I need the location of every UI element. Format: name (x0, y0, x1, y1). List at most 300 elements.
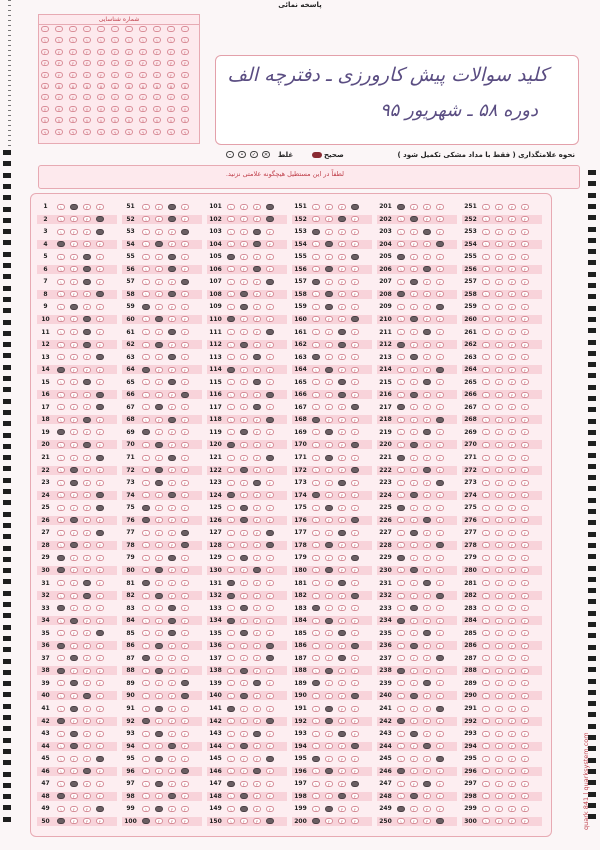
answer-bubble[interactable]: ۲ (155, 229, 163, 235)
answer-bubble[interactable]: ۳ (253, 204, 261, 210)
answer-bubble[interactable]: ۲ (495, 567, 503, 573)
id-digit-bubble[interactable]: ۸ (125, 117, 133, 123)
id-digit-bubble[interactable]: ۷ (69, 106, 77, 112)
answer-bubble[interactable]: ۴ (351, 655, 359, 661)
answer-bubble[interactable]: ۴ (96, 467, 104, 473)
answer-bubble[interactable]: ۲ (155, 530, 163, 536)
answer-bubble[interactable]: ۲ (495, 266, 503, 272)
answer-bubble[interactable]: ۴ (521, 768, 529, 774)
answer-bubble-filled[interactable] (253, 379, 261, 385)
answer-bubble[interactable]: ۳ (168, 580, 176, 586)
answer-bubble-filled[interactable] (436, 542, 444, 548)
answer-bubble[interactable]: ۳ (338, 467, 346, 473)
answer-bubble[interactable]: ۲ (495, 605, 503, 611)
answer-bubble[interactable]: ۴ (266, 593, 274, 599)
answer-bubble[interactable]: ۱ (397, 693, 405, 699)
answer-bubble[interactable]: ۳ (253, 706, 261, 712)
answer-bubble[interactable]: ۳ (508, 706, 516, 712)
answer-bubble[interactable]: ۴ (351, 241, 359, 247)
id-digit-bubble[interactable]: ۷ (83, 106, 91, 112)
answer-bubble[interactable]: ۲ (325, 593, 333, 599)
answer-bubble[interactable]: ۴ (351, 567, 359, 573)
id-digit-bubble[interactable]: ۴ (69, 72, 77, 78)
answer-bubble[interactable]: ۱ (57, 706, 65, 712)
answer-bubble[interactable]: ۱ (57, 743, 65, 749)
answer-bubble[interactable]: ۱ (227, 731, 235, 737)
answer-bubble[interactable]: ۱ (142, 643, 150, 649)
answer-bubble-filled[interactable] (253, 229, 261, 235)
answer-bubble[interactable]: ۴ (351, 367, 359, 373)
answer-bubble[interactable]: ۲ (410, 254, 418, 260)
id-digit-bubble[interactable]: ۲ (125, 49, 133, 55)
id-digit-bubble[interactable]: ۶ (83, 94, 91, 100)
answer-bubble[interactable]: ۴ (96, 693, 104, 699)
answer-bubble-filled[interactable] (57, 718, 65, 724)
answer-bubble[interactable]: ۱ (397, 480, 405, 486)
answer-bubble[interactable]: ۳ (423, 593, 431, 599)
id-digit-bubble[interactable]: ۶ (69, 94, 77, 100)
answer-bubble-filled[interactable] (338, 580, 346, 586)
answer-bubble-filled[interactable] (338, 630, 346, 636)
answer-bubble-filled[interactable] (325, 429, 333, 435)
answer-bubble[interactable]: ۳ (423, 731, 431, 737)
answer-bubble[interactable]: ۴ (436, 329, 444, 335)
answer-bubble[interactable]: ۲ (495, 241, 503, 247)
answer-bubble[interactable]: ۳ (508, 455, 516, 461)
id-digit-bubble[interactable]: ۸ (97, 117, 105, 123)
answer-bubble-filled[interactable] (312, 279, 320, 285)
answer-bubble[interactable]: ۳ (423, 455, 431, 461)
answer-bubble[interactable]: ۴ (521, 392, 529, 398)
id-digit-bubble[interactable]: ۲ (69, 49, 77, 55)
answer-bubble-filled[interactable] (338, 731, 346, 737)
answer-bubble-filled[interactable] (410, 279, 418, 285)
answer-bubble-filled[interactable] (436, 480, 444, 486)
id-digit-bubble[interactable]: ۶ (153, 94, 161, 100)
answer-bubble-filled[interactable] (155, 316, 163, 322)
answer-bubble[interactable]: ۳ (423, 693, 431, 699)
answer-bubble[interactable]: ۳ (423, 542, 431, 548)
answer-bubble[interactable]: ۴ (266, 680, 274, 686)
answer-bubble[interactable]: ۲ (240, 818, 248, 824)
answer-bubble[interactable]: ۲ (495, 505, 503, 511)
answer-bubble[interactable]: ۳ (83, 429, 91, 435)
answer-bubble[interactable]: ۴ (436, 455, 444, 461)
answer-bubble[interactable]: ۳ (338, 605, 346, 611)
answer-bubble[interactable]: ۳ (338, 567, 346, 573)
answer-bubble[interactable]: ۱ (312, 329, 320, 335)
id-digit-bubble[interactable]: ۱ (97, 37, 105, 43)
answer-bubble[interactable]: ۴ (96, 818, 104, 824)
answer-bubble-filled[interactable] (436, 367, 444, 373)
answer-bubble[interactable]: ۲ (325, 342, 333, 348)
answer-bubble[interactable]: ۳ (338, 517, 346, 523)
answer-bubble-filled[interactable] (266, 718, 274, 724)
answer-bubble[interactable]: ۱ (312, 781, 320, 787)
id-digit-bubble[interactable]: ۰ (111, 26, 119, 32)
answer-bubble[interactable]: ۳ (168, 655, 176, 661)
answer-bubble[interactable]: ۱ (227, 643, 235, 649)
answer-bubble[interactable]: ۳ (83, 668, 91, 674)
answer-bubble[interactable]: ۳ (508, 818, 516, 824)
answer-bubble[interactable]: ۴ (181, 655, 189, 661)
answer-bubble[interactable]: ۴ (181, 756, 189, 762)
answer-bubble[interactable]: ۱ (312, 668, 320, 674)
answer-bubble[interactable]: ۲ (410, 404, 418, 410)
answer-bubble[interactable]: ۱ (142, 567, 150, 573)
answer-bubble[interactable]: ۴ (521, 367, 529, 373)
answer-bubble-filled[interactable] (227, 593, 235, 599)
answer-bubble[interactable]: ۴ (351, 718, 359, 724)
answer-bubble[interactable]: ۳ (83, 756, 91, 762)
answer-bubble[interactable]: ۴ (181, 254, 189, 260)
id-digit-bubble[interactable]: ۰ (69, 26, 77, 32)
answer-bubble[interactable]: ۳ (168, 530, 176, 536)
answer-bubble[interactable]: ۳ (423, 555, 431, 561)
answer-bubble[interactable]: ۳ (83, 643, 91, 649)
answer-bubble[interactable]: ۴ (266, 379, 274, 385)
answer-bubble[interactable]: ۱ (312, 806, 320, 812)
answer-bubble[interactable]: ۱ (482, 266, 490, 272)
answer-bubble[interactable]: ۱ (397, 706, 405, 712)
answer-bubble[interactable]: ۴ (436, 216, 444, 222)
answer-bubble[interactable]: ۲ (155, 605, 163, 611)
answer-bubble[interactable]: ۴ (181, 266, 189, 272)
answer-bubble[interactable]: ۱ (312, 480, 320, 486)
answer-bubble-filled[interactable] (57, 605, 65, 611)
answer-bubble[interactable]: ۴ (181, 216, 189, 222)
answer-bubble[interactable]: ۳ (168, 643, 176, 649)
answer-bubble[interactable]: ۴ (436, 580, 444, 586)
answer-bubble[interactable]: ۳ (508, 605, 516, 611)
id-digit-bubble[interactable]: ۶ (97, 94, 105, 100)
answer-bubble[interactable]: ۴ (266, 229, 274, 235)
id-digit-bubble[interactable]: ۸ (55, 117, 63, 123)
answer-bubble[interactable]: ۲ (155, 392, 163, 398)
answer-bubble[interactable]: ۳ (338, 417, 346, 423)
answer-bubble-filled[interactable] (253, 354, 261, 360)
id-digit-bubble[interactable]: ۹ (139, 129, 147, 135)
answer-bubble[interactable]: ۳ (508, 392, 516, 398)
answer-bubble[interactable]: ۱ (227, 467, 235, 473)
answer-bubble-filled[interactable] (96, 216, 104, 222)
answer-bubble[interactable]: ۳ (253, 818, 261, 824)
answer-bubble-filled[interactable] (410, 316, 418, 322)
id-digit-bubble[interactable]: ۲ (83, 49, 91, 55)
answer-bubble-filled[interactable] (168, 291, 176, 297)
answer-bubble[interactable]: ۲ (495, 342, 503, 348)
answer-bubble[interactable]: ۴ (521, 718, 529, 724)
answer-bubble[interactable]: ۴ (521, 505, 529, 511)
answer-bubble[interactable]: ۱ (227, 266, 235, 272)
answer-bubble[interactable]: ۳ (338, 768, 346, 774)
answer-bubble[interactable]: ۲ (155, 266, 163, 272)
id-digit-bubble[interactable]: ۱ (181, 37, 189, 43)
answer-bubble[interactable]: ۱ (482, 316, 490, 322)
answer-bubble[interactable]: ۲ (70, 630, 78, 636)
answer-bubble[interactable]: ۱ (227, 668, 235, 674)
answer-bubble[interactable]: ۲ (410, 593, 418, 599)
answer-bubble[interactable]: ۳ (338, 429, 346, 435)
answer-bubble[interactable]: ۱ (142, 593, 150, 599)
answer-bubble-filled[interactable] (83, 254, 91, 260)
answer-bubble[interactable]: ۳ (83, 567, 91, 573)
answer-bubble[interactable]: ۳ (253, 517, 261, 523)
id-digit-bubble[interactable]: ۳ (41, 60, 49, 66)
id-digit-bubble[interactable]: ۰ (55, 26, 63, 32)
answer-bubble-filled[interactable] (240, 517, 248, 523)
answer-bubble[interactable]: ۱ (227, 605, 235, 611)
answer-bubble[interactable]: ۴ (521, 266, 529, 272)
answer-bubble[interactable]: ۱ (142, 768, 150, 774)
answer-bubble[interactable]: ۴ (181, 781, 189, 787)
answer-bubble-filled[interactable] (266, 643, 274, 649)
answer-bubble[interactable]: ۳ (168, 429, 176, 435)
answer-bubble[interactable]: ۱ (142, 630, 150, 636)
answer-bubble[interactable]: ۳ (253, 618, 261, 624)
id-digit-bubble[interactable]: ۴ (41, 72, 49, 78)
answer-bubble-filled[interactable] (142, 367, 150, 373)
id-digit-bubble[interactable]: ۰ (125, 26, 133, 32)
answer-bubble-filled[interactable] (70, 480, 78, 486)
answer-bubble-filled[interactable] (70, 542, 78, 548)
answer-bubble[interactable]: ۴ (96, 768, 104, 774)
answer-bubble[interactable]: ۳ (508, 404, 516, 410)
answer-bubble[interactable]: ۴ (521, 492, 529, 498)
answer-bubble[interactable]: ۳ (168, 693, 176, 699)
answer-bubble[interactable]: ۴ (351, 417, 359, 423)
answer-bubble[interactable]: ۴ (266, 517, 274, 523)
answer-bubble[interactable]: ۲ (155, 379, 163, 385)
answer-bubble[interactable]: ۲ (410, 818, 418, 824)
answer-bubble[interactable]: ۱ (142, 706, 150, 712)
answer-bubble-filled[interactable] (155, 342, 163, 348)
answer-bubble-filled[interactable] (181, 768, 189, 774)
id-digit-bubble[interactable]: ۷ (181, 106, 189, 112)
answer-bubble[interactable]: ۴ (181, 668, 189, 674)
answer-bubble-filled[interactable] (155, 756, 163, 762)
answer-bubble-filled[interactable] (338, 530, 346, 536)
answer-bubble[interactable]: ۱ (227, 342, 235, 348)
answer-bubble[interactable]: ۴ (521, 316, 529, 322)
answer-bubble[interactable]: ۱ (312, 593, 320, 599)
answer-bubble[interactable]: ۳ (508, 567, 516, 573)
id-digit-bubble[interactable]: ۷ (41, 106, 49, 112)
answer-bubble[interactable]: ۴ (181, 743, 189, 749)
answer-bubble[interactable]: ۲ (495, 806, 503, 812)
answer-bubble[interactable]: ۱ (312, 731, 320, 737)
answer-bubble[interactable]: ۴ (96, 254, 104, 260)
answer-bubble[interactable]: ۱ (482, 279, 490, 285)
answer-bubble[interactable]: ۴ (521, 291, 529, 297)
answer-bubble-filled[interactable] (338, 379, 346, 385)
answer-bubble[interactable]: ۲ (325, 680, 333, 686)
answer-bubble[interactable]: ۳ (508, 204, 516, 210)
answer-bubble[interactable]: ۲ (410, 706, 418, 712)
answer-bubble[interactable]: ۱ (227, 655, 235, 661)
answer-bubble[interactable]: ۴ (96, 329, 104, 335)
answer-bubble[interactable]: ۲ (325, 731, 333, 737)
answer-bubble[interactable]: ۱ (397, 593, 405, 599)
answer-bubble-filled[interactable] (96, 492, 104, 498)
answer-bubble-filled[interactable] (325, 241, 333, 247)
answer-bubble-filled[interactable] (96, 229, 104, 235)
answer-bubble[interactable]: ۳ (508, 781, 516, 787)
answer-bubble[interactable]: ۳ (168, 680, 176, 686)
answer-bubble[interactable]: ۱ (227, 417, 235, 423)
answer-bubble[interactable]: ۱ (57, 480, 65, 486)
id-digit-bubble[interactable]: ۱ (139, 37, 147, 43)
answer-bubble[interactable]: ۴ (96, 442, 104, 448)
answer-bubble[interactable]: ۴ (181, 291, 189, 297)
answer-bubble-filled[interactable] (155, 706, 163, 712)
answer-bubble[interactable]: ۱ (142, 668, 150, 674)
answer-bubble[interactable]: ۱ (142, 781, 150, 787)
id-digit-bubble[interactable]: ۴ (181, 72, 189, 78)
answer-bubble-filled[interactable] (240, 467, 248, 473)
answer-bubble[interactable]: ۱ (312, 442, 320, 448)
answer-bubble-filled[interactable] (240, 429, 248, 435)
answer-bubble[interactable]: ۱ (482, 354, 490, 360)
answer-bubble-filled[interactable] (96, 404, 104, 410)
answer-bubble[interactable]: ۱ (57, 756, 65, 762)
answer-bubble[interactable]: ۳ (508, 379, 516, 385)
answer-bubble[interactable]: ۴ (351, 429, 359, 435)
answer-bubble[interactable]: ۲ (155, 254, 163, 260)
answer-bubble[interactable]: ۲ (155, 279, 163, 285)
answer-bubble-filled[interactable] (168, 254, 176, 260)
answer-bubble[interactable]: ۴ (351, 806, 359, 812)
answer-bubble[interactable]: ۱ (227, 542, 235, 548)
answer-bubble[interactable]: ۱ (312, 367, 320, 373)
answer-bubble-filled[interactable] (338, 342, 346, 348)
answer-bubble[interactable]: ۳ (83, 367, 91, 373)
answer-bubble[interactable]: ۳ (168, 756, 176, 762)
id-digit-bubble[interactable]: ۵ (69, 83, 77, 89)
answer-bubble-filled[interactable] (312, 680, 320, 686)
answer-bubble[interactable]: ۴ (521, 216, 529, 222)
answer-bubble[interactable]: ۴ (96, 731, 104, 737)
id-digit-bubble[interactable]: ۱ (111, 37, 119, 43)
answer-bubble[interactable]: ۲ (70, 593, 78, 599)
answer-bubble-filled[interactable] (227, 706, 235, 712)
answer-bubble-filled[interactable] (142, 718, 150, 724)
answer-bubble-filled[interactable] (266, 455, 274, 461)
answer-bubble[interactable]: ۳ (253, 455, 261, 461)
answer-bubble[interactable]: ۴ (351, 668, 359, 674)
id-digit-bubble[interactable]: ۵ (153, 83, 161, 89)
answer-bubble[interactable]: ۳ (83, 731, 91, 737)
answer-bubble[interactable]: ۴ (521, 618, 529, 624)
answer-bubble[interactable]: ۴ (351, 706, 359, 712)
answer-bubble[interactable]: ۲ (240, 530, 248, 536)
answer-bubble-filled[interactable] (253, 241, 261, 247)
answer-bubble-filled[interactable] (397, 204, 405, 210)
answer-bubble-filled[interactable] (240, 693, 248, 699)
answer-bubble[interactable]: ۲ (155, 304, 163, 310)
answer-bubble[interactable]: ۲ (495, 680, 503, 686)
answer-bubble-filled[interactable] (266, 216, 274, 222)
answer-bubble[interactable]: ۳ (508, 279, 516, 285)
answer-bubble[interactable]: ۳ (508, 718, 516, 724)
answer-bubble-filled[interactable] (397, 455, 405, 461)
answer-bubble[interactable]: ۱ (142, 480, 150, 486)
answer-bubble-filled[interactable] (168, 266, 176, 272)
answer-bubble[interactable]: ۴ (436, 316, 444, 322)
answer-bubble[interactable]: ۴ (436, 530, 444, 536)
answer-bubble[interactable]: ۲ (240, 480, 248, 486)
answer-bubble[interactable]: ۴ (436, 680, 444, 686)
answer-bubble-filled[interactable] (70, 204, 78, 210)
answer-bubble[interactable]: ۱ (482, 229, 490, 235)
answer-bubble[interactable]: ۳ (508, 655, 516, 661)
answer-bubble[interactable]: ۴ (436, 204, 444, 210)
answer-bubble[interactable]: ۴ (266, 731, 274, 737)
answer-bubble[interactable]: ۱ (482, 593, 490, 599)
answer-bubble[interactable]: ۳ (423, 241, 431, 247)
answer-bubble-filled[interactable] (70, 618, 78, 624)
answer-bubble[interactable]: ۱ (397, 567, 405, 573)
answer-bubble-filled[interactable] (266, 204, 274, 210)
answer-bubble-filled[interactable] (436, 818, 444, 824)
id-digit-bubble[interactable]: ۸ (139, 117, 147, 123)
answer-bubble-filled[interactable] (423, 517, 431, 523)
answer-bubble-filled[interactable] (338, 216, 346, 222)
answer-bubble[interactable]: ۴ (521, 404, 529, 410)
answer-bubble-filled[interactable] (436, 655, 444, 661)
answer-bubble[interactable]: ۳ (168, 768, 176, 774)
answer-bubble-filled[interactable] (168, 618, 176, 624)
answer-bubble[interactable]: ۱ (227, 304, 235, 310)
answer-bubble[interactable]: ۱ (482, 480, 490, 486)
answer-bubble[interactable]: ۲ (70, 329, 78, 335)
answer-bubble[interactable]: ۱ (57, 279, 65, 285)
answer-bubble[interactable]: ۲ (410, 555, 418, 561)
answer-bubble[interactable]: ۲ (155, 680, 163, 686)
answer-bubble[interactable]: ۴ (521, 254, 529, 260)
answer-bubble[interactable]: ۴ (521, 530, 529, 536)
answer-bubble[interactable]: ۲ (155, 417, 163, 423)
answer-bubble-filled[interactable] (142, 517, 150, 523)
answer-bubble[interactable]: ۳ (253, 593, 261, 599)
answer-bubble[interactable]: ۳ (508, 505, 516, 511)
answer-bubble[interactable]: ۲ (70, 756, 78, 762)
answer-bubble-filled[interactable] (436, 756, 444, 762)
answer-bubble[interactable]: ۲ (410, 229, 418, 235)
answer-bubble[interactable]: ۲ (70, 505, 78, 511)
answer-bubble[interactable]: ۴ (266, 404, 274, 410)
answer-bubble[interactable]: ۳ (338, 505, 346, 511)
answer-bubble[interactable]: ۲ (495, 429, 503, 435)
answer-bubble[interactable]: ۱ (57, 404, 65, 410)
answer-bubble[interactable]: ۴ (181, 429, 189, 435)
answer-bubble[interactable]: ۲ (325, 354, 333, 360)
id-digit-bubble[interactable]: ۴ (139, 72, 147, 78)
answer-bubble[interactable]: ۲ (70, 555, 78, 561)
id-digit-bubble[interactable]: ۸ (153, 117, 161, 123)
answer-bubble[interactable]: ۱ (397, 655, 405, 661)
answer-bubble[interactable]: ۱ (142, 291, 150, 297)
answer-bubble[interactable]: ۴ (266, 806, 274, 812)
answer-bubble[interactable]: ۱ (142, 743, 150, 749)
id-digit-bubble[interactable]: ۲ (153, 49, 161, 55)
answer-bubble[interactable]: ۳ (338, 354, 346, 360)
answer-bubble[interactable]: ۱ (57, 693, 65, 699)
answer-bubble[interactable]: ۲ (240, 542, 248, 548)
answer-bubble-filled[interactable] (57, 818, 65, 824)
answer-bubble[interactable]: ۲ (325, 329, 333, 335)
answer-bubble[interactable]: ۴ (96, 429, 104, 435)
